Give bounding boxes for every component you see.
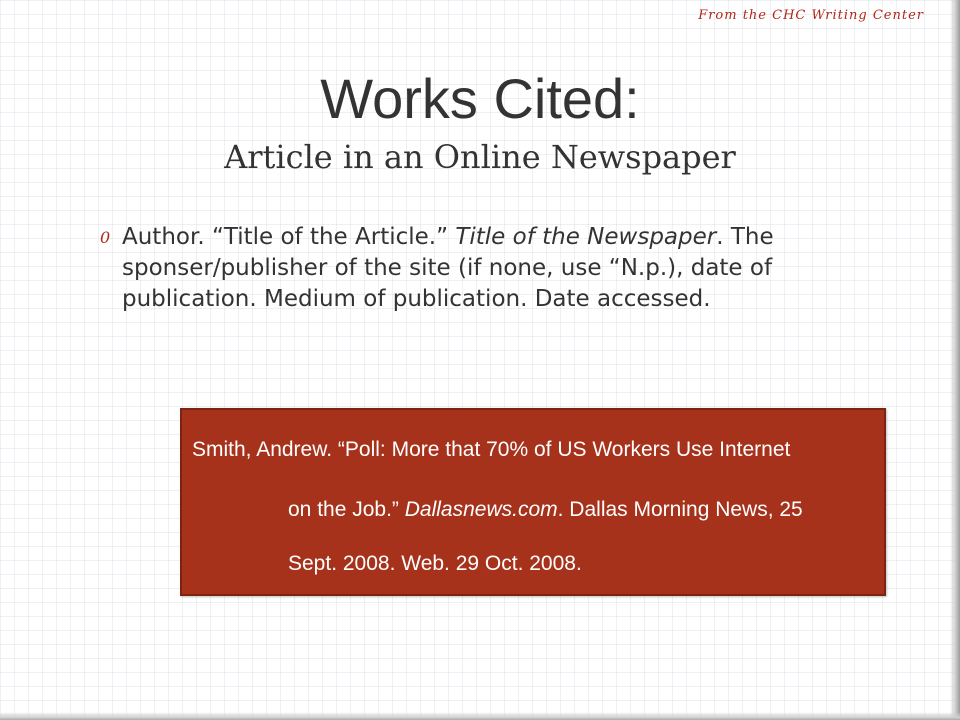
citation-line-2-prefix: on the Job.” xyxy=(288,498,405,521)
bullet-text-prefix: Author. “Title of the Article.” xyxy=(122,224,456,250)
citation-example-box xyxy=(180,408,886,596)
bullet-text-suffix: . The sponser/publisher of the site (if none, use “N.p.), date of publication. Medium of publication. Date accessed. xyxy=(122,224,774,312)
citation-line-2-suffix: . Dallas Morning News, 25 xyxy=(557,498,803,521)
slide-subtitle: Article in an Online Newspaper xyxy=(224,138,736,176)
bullet-item xyxy=(100,222,880,315)
citation-line-1: Smith, Andrew. “Poll: More that 70% of US Workers Use Internet xyxy=(192,438,791,461)
bullet-marker: 0 xyxy=(100,228,111,247)
citation-website-name: Dallasnews.com xyxy=(404,498,558,521)
slide-title: Works Cited: xyxy=(320,67,640,130)
citation-line-3: Sept. 2008. Web. 29 Oct. 2008. xyxy=(288,552,582,575)
bullet-text-italic: Title of the Newspaper xyxy=(455,224,717,250)
slide-edge-shadow-bottom xyxy=(0,712,960,720)
credit-text: From the CHC Writing Center xyxy=(698,8,924,23)
citation-line-2 xyxy=(288,498,803,522)
bullet-text xyxy=(122,222,880,315)
